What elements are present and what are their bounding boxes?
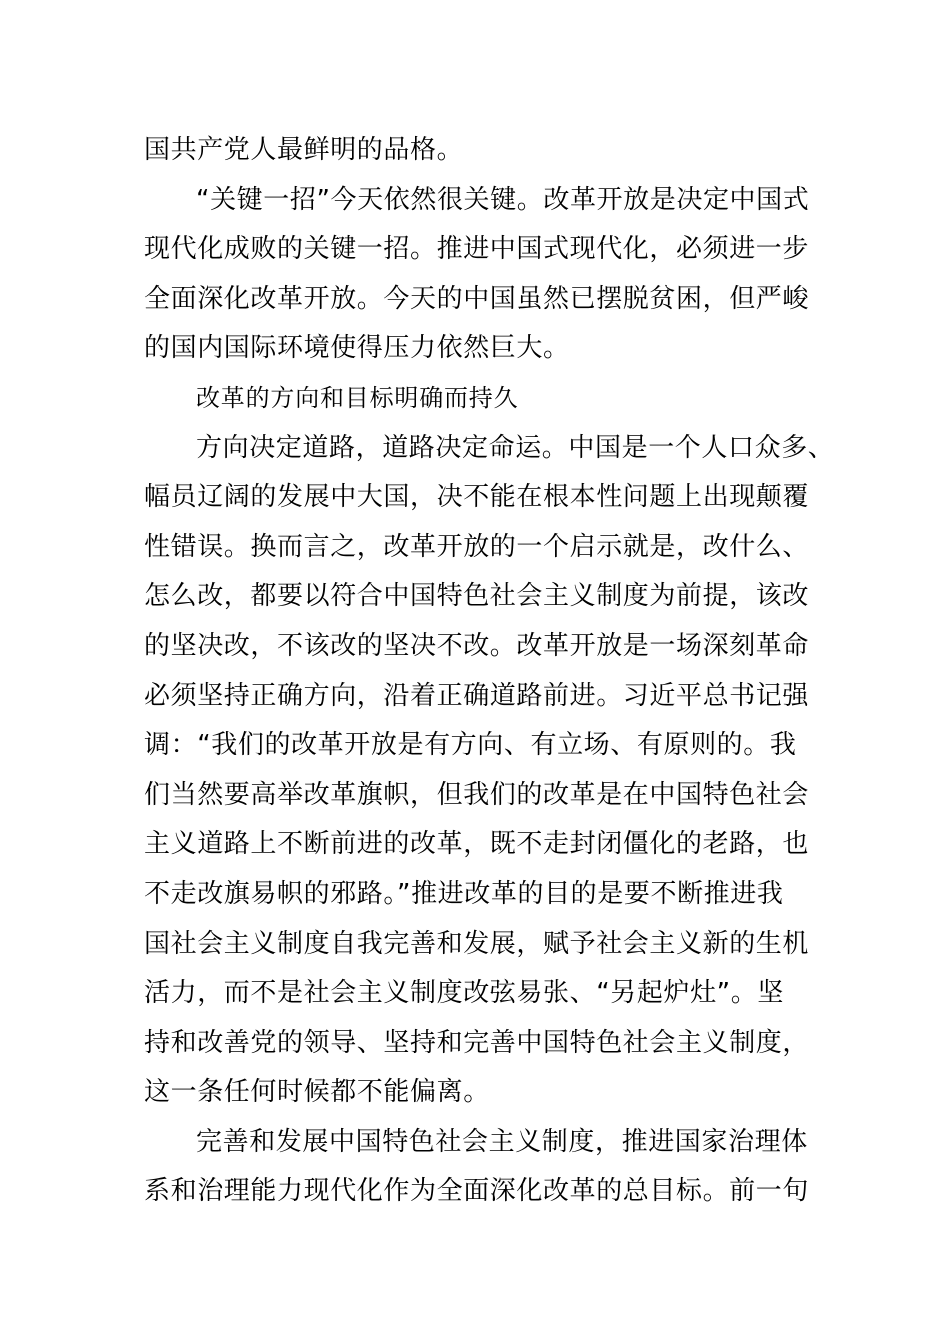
text-line: 活力，而不是社会主义制度改弦易张、“另起炉灶”。坚 [144,978,784,1009]
text-line: 的坚决改，不该改的坚决不改。改革开放是一场深刻革命 [144,630,810,661]
heading-text: 改革的方向和目标明确而持久 [196,383,519,412]
text-line: 全面深化改革开放。今天的中国虽然已摆脱贫困，但严峻 [144,283,810,314]
text-line: 性错误。换而言之，改革开放的一个启示就是，改什么、 [144,531,810,562]
text-line: 系和治理能力现代化作为全面深化改革的总目标。前一句 [144,1176,810,1207]
text-line: 必须坚持正确方向，沿着正确道路前进。习近平总书记强 [144,680,810,711]
text-line: 怎么改，都要以符合中国特色社会主义制度为前提，该改 [144,581,810,612]
text-line: 幅员辽阔的发展中大国，决不能在根本性问题上出现颠覆 [144,482,810,513]
text-line: 的国内国际环境使得压力依然巨大。 [144,333,570,364]
text-line: 们当然要高举改革旗帜，但我们的改革是在中国特色社会 [144,779,810,810]
paragraph-direction [144,424,835,1118]
paragraph-continuation [144,126,824,176]
document-page [144,126,835,1217]
text-line: 这一条任何时候都不能偏离。 [144,1077,490,1108]
text-line: 主义道路上不断前进的改革，既不走封闭僵化的老路，也 [144,829,810,860]
text-line: 持和改善党的领导、坚持和完善中国特色社会主义制度， [144,1027,810,1058]
text-line: 调：“我们的改革开放是有方向、有立场、有原则的。我 [144,730,797,761]
text-line: 不走改旗易帜的邪路。”推进改革的目的是要不断推进我 [144,878,784,909]
section-heading [144,374,824,424]
text-line: 国社会主义制度自我完善和发展，赋予社会主义新的生机 [144,928,810,959]
text-line: 方向决定道路，道路决定命运。中国是一个人口众多、 [196,432,835,463]
text-line: 国共产党人最鲜明的品格。 [144,135,464,165]
paragraph-key-move [144,176,824,374]
text-line: 完善和发展中国特色社会主义制度，推进国家治理体 [196,1126,808,1157]
paragraph-goal [144,1118,824,1217]
text-line: “关键一招”今天依然很关键。改革开放是决定中国式 [196,184,810,215]
text-line: 现代化成败的关键一招。推进中国式现代化，必须进一步 [144,234,810,265]
